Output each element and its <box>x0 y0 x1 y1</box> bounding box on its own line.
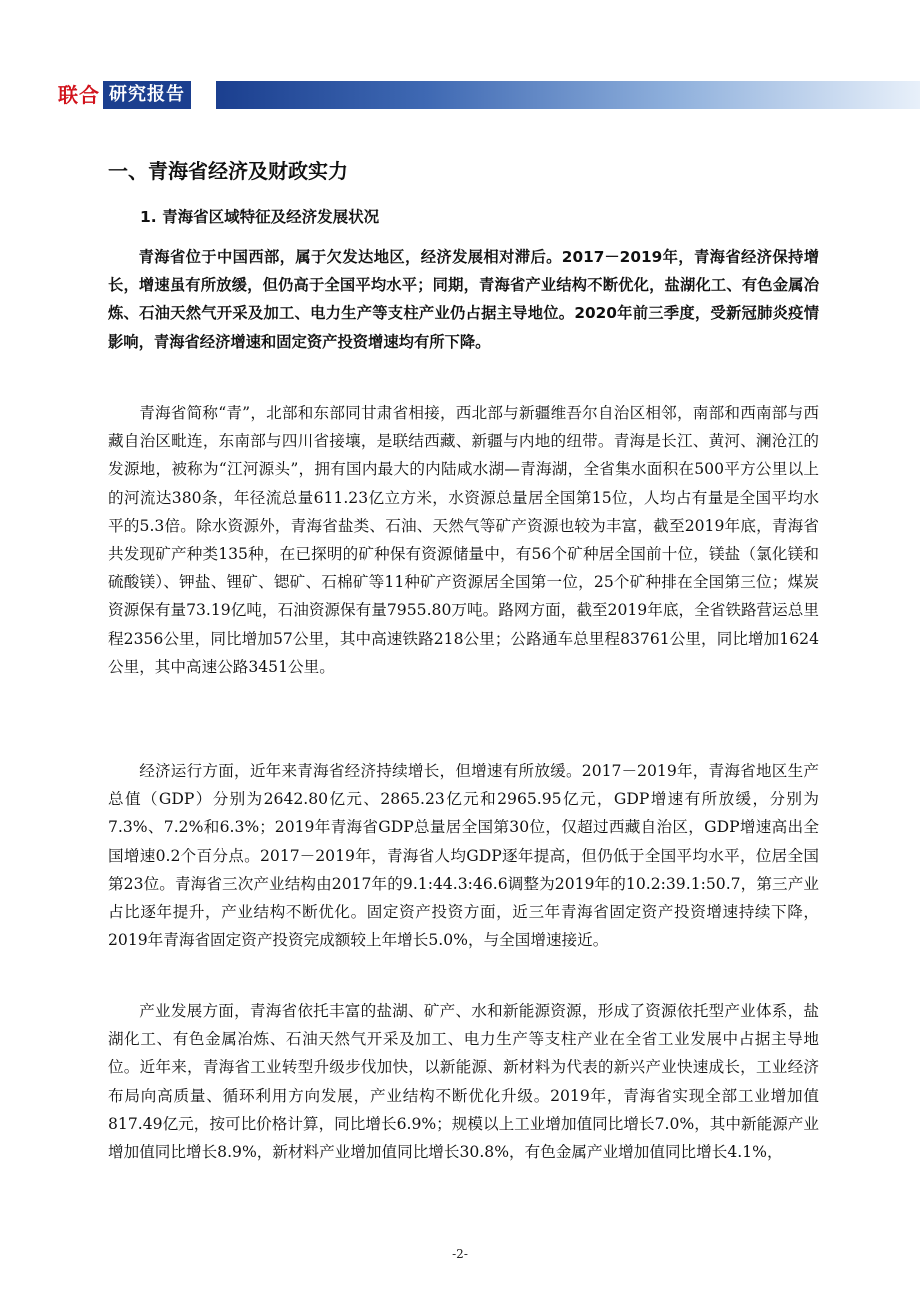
header-gradient-bar <box>216 81 920 109</box>
paragraph-geography: 青海省简称“青”，北部和东部同甘肃省相接，西北部与新疆维吾尔自治区相邻，南部和西南部与西藏自治区毗连，东南部与四川省接壤，是联结西藏、新疆与内地的纽带。青海是长江、黄河、澜沧江的发源地，被称为“江河源头”，拥有国内最大的内陆咸水湖—青海湖，全省集水面积在500平方公里以上的河流达380条，年径流总量611.23亿立方米，水资源总量居全国第15位，人均占有量是全国平均水平的5.3倍。除水资源外，青海省盐类、石油、天然气等矿产资源也较为丰富，截至2019年底，青海省共发现矿产种类135种，在已探明的矿种保有资源储量中，有56个矿种居全国前十位，镁盐（氯化镁和硫酸镁）、钾盐、锂矿、锶矿、石棉矿等11种矿产资源居全国第一位，25个矿种排在全国第三位；煤炭资源保有量73.19亿吨，石油资源保有量7955.80万吨。路网方面，截至2019年底，全省铁路营运总里程2356公里，同比增加57公里，其中高速铁路218公里；公路通车总里程83761公里，同比增加1624公里，其中高速公路3451公里。 <box>108 404 819 676</box>
report-header <box>58 80 920 110</box>
subsection-title: 1. 青海省区域特征及经济发展状况 <box>140 208 380 226</box>
brand-label-blue: 研究报告 <box>103 81 191 109</box>
page-number: -2- <box>452 1247 468 1261</box>
paragraph-summary: 青海省位于中国西部，属于欠发达地区，经济发展相对滞后。2017－2019年，青海省经济保持增长，增速虽有所放缓，但仍高于全国平均水平；同期，青海省产业结构不断优化，盐湖化工、有色金属冶炼、石油天然气开采及加工、电力生产等支柱产业仍占据主导地位。2020年前三季度，受新冠肺炎疫情影响，青海省经济增速和固定资产投资增速均有所下降。 <box>108 248 819 351</box>
header-divider <box>210 81 214 109</box>
section-title: 一、青海省经济及财政实力 <box>108 159 348 183</box>
paragraph-economy: 经济运行方面，近年来青海省经济持续增长，但增速有所放缓。2017－2019年，青海省地区生产总值（GDP）分别为2642.80亿元、2865.23亿元和2965.95亿元，GDP增速有所放缓，分别为7.3%、7.2%和6.3%；2019年青海省GDP总量居全国第30位，仅超过西藏自治区，GDP增速高出全国增速0.2个百分点。2017－2019年，青海省人均GDP逐年提高，但仍低于全国平均水平，位居全国第23位。青海省三次产业结构由2017年的9.1:44.3:46.6调整为2019年的10.2:39.1:50.7，第三产业占比逐年提升，产业结构不断优化。固定资产投资方面，近三年青海省固定资产投资增速持续下降，2019年青海省固定资产投资完成额较上年增长5.0%，与全国增速接近。 <box>108 762 819 950</box>
brand-name-red: 联合 <box>58 83 100 107</box>
paragraph-industry: 产业发展方面，青海省依托丰富的盐湖、矿产、水和新能源资源，形成了资源依托型产业体系，盐湖化工、有色金属冶炼、石油天然气开采及加工、电力生产等支柱产业在全省工业发展中占据主导地位。近年来，青海省工业转型升级步伐加快，以新能源、新材料为代表的新兴产业快速成长，工业经济布局向高质量、循环利用方向发展，产业结构不断优化升级。2019年，青海省实现全部工业增加值817.49亿元，按可比价格计算，同比增长6.9%；规模以上工业增加值同比增长7.0%，其中新能源产业增加值同比增长8.9%，新材料产业增加值同比增长30.8%，有色金属产业增加值同比增长4.1%， <box>108 1002 819 1162</box>
